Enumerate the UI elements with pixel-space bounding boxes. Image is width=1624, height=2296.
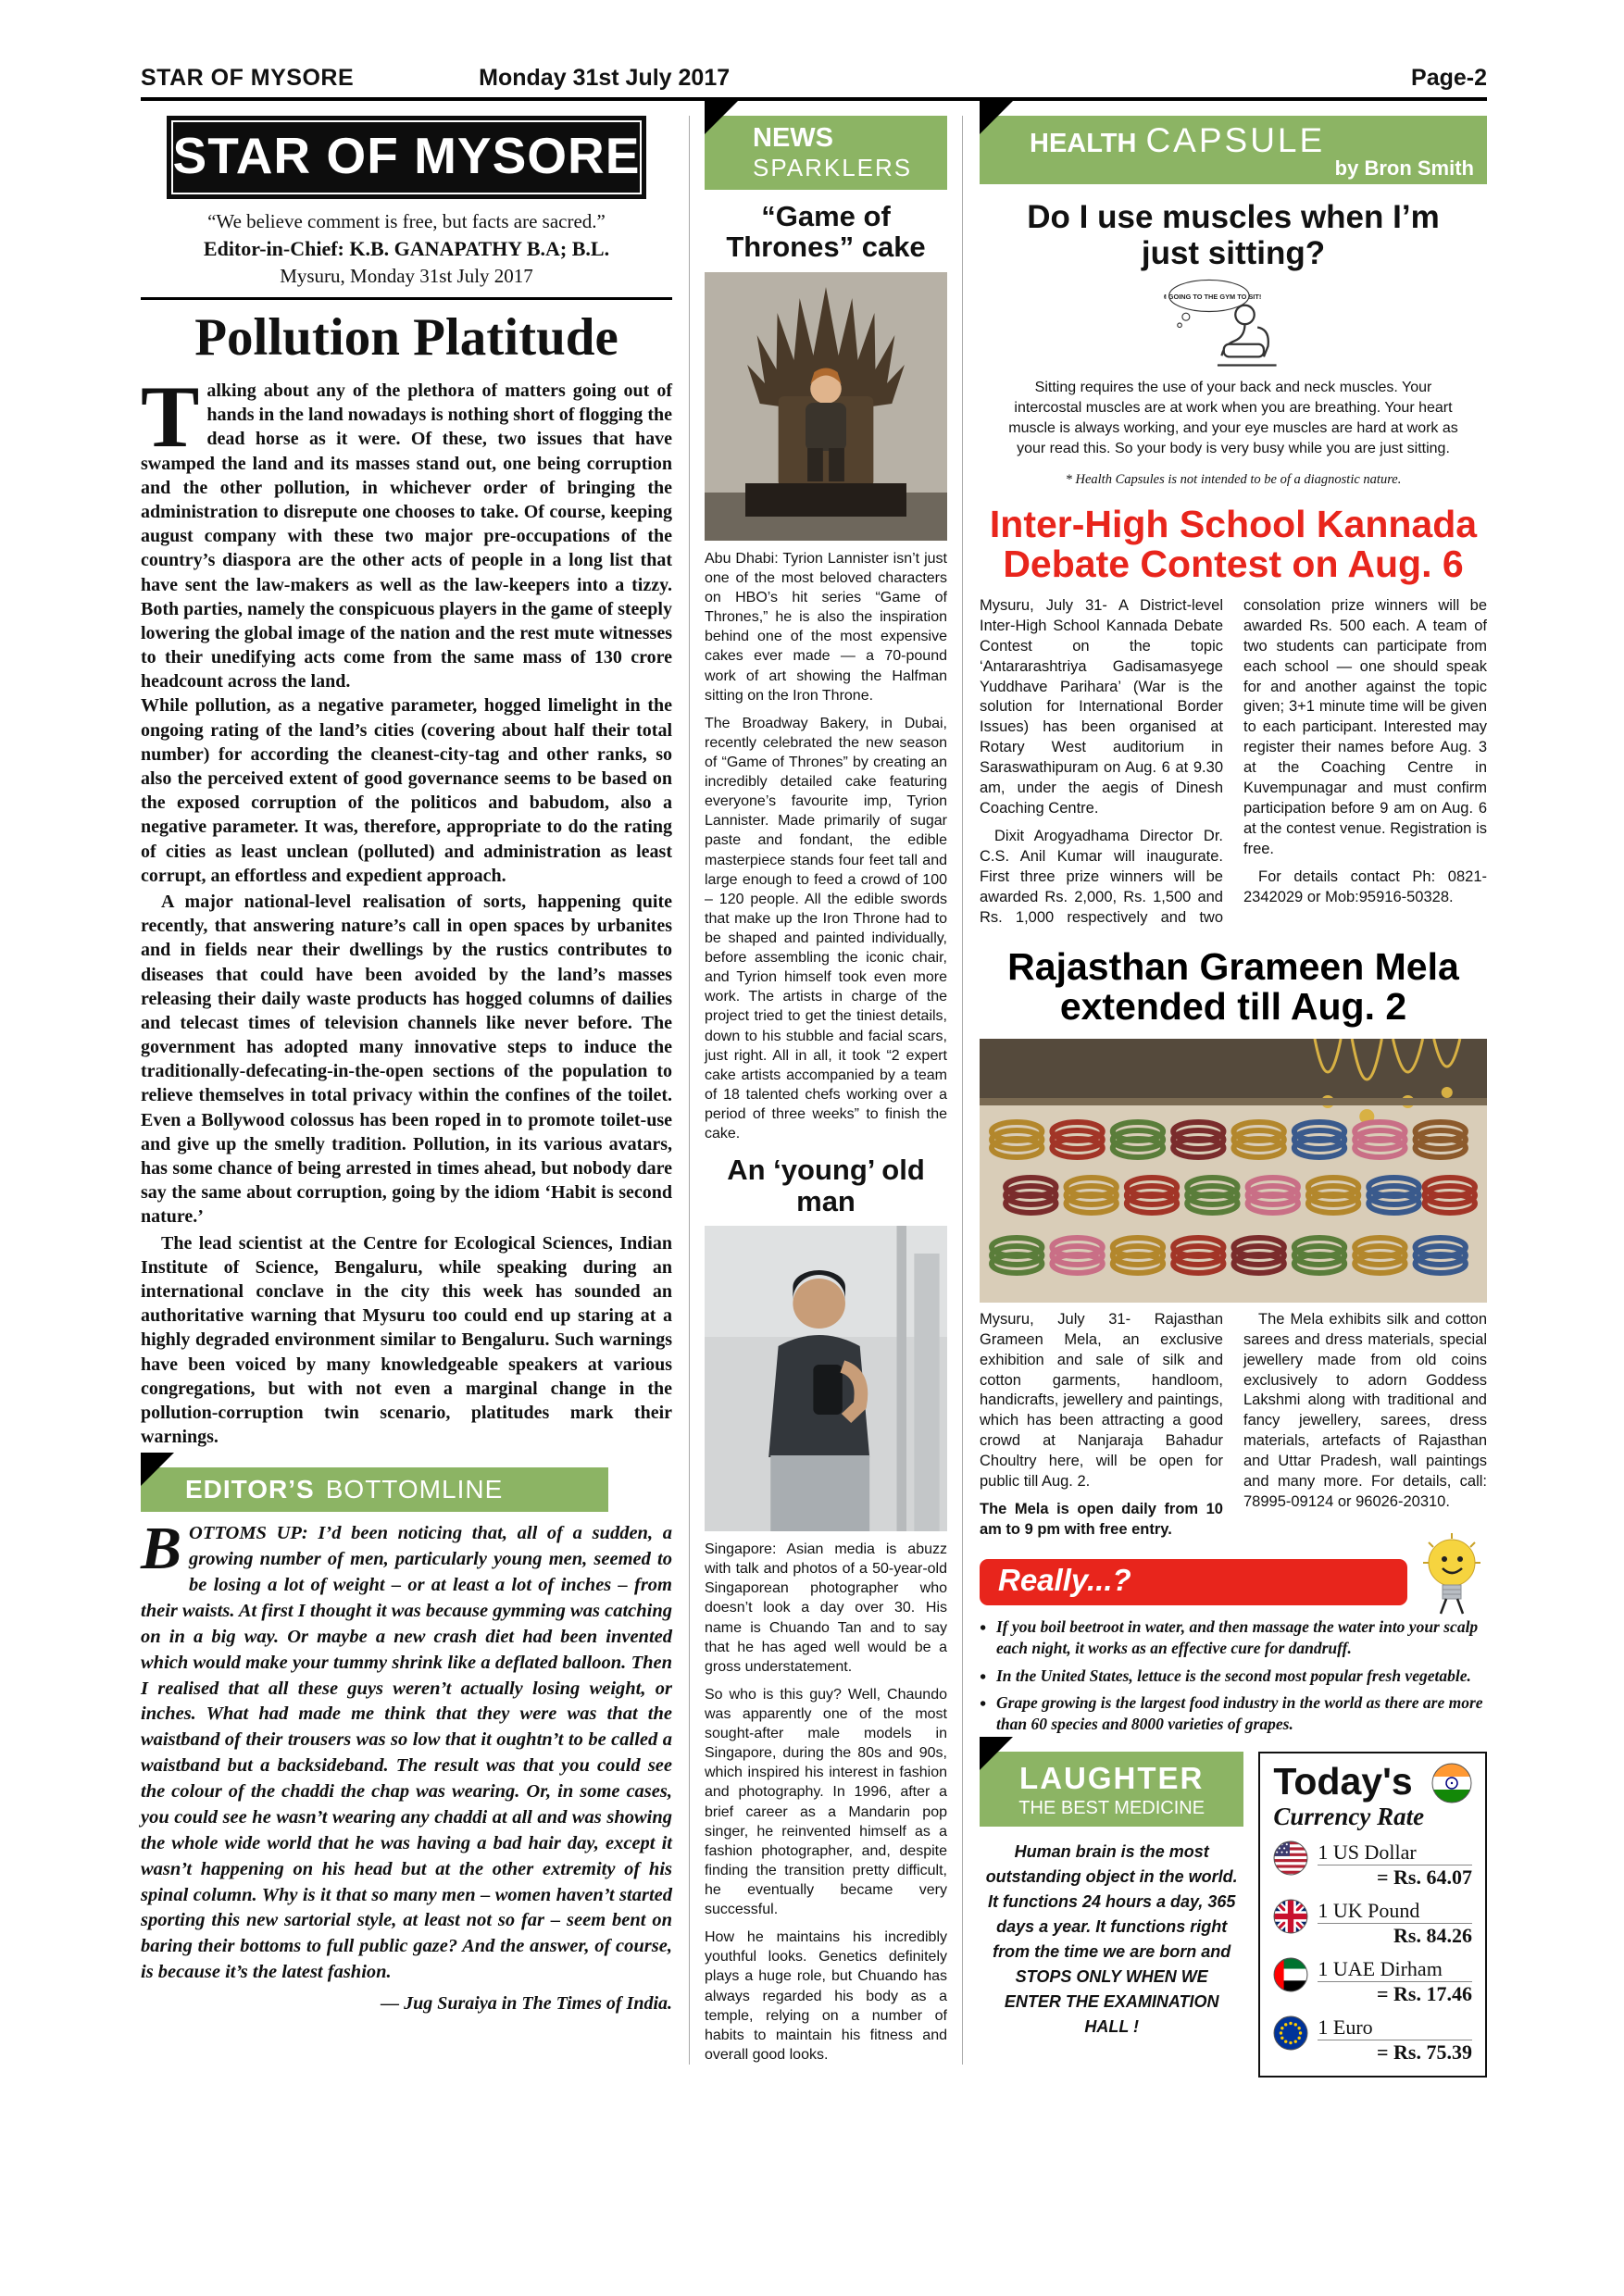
masthead-dateline: Mysuru, Monday 31st July 2017 [280,265,533,287]
article-paragraph: Mysuru, July 31- A District-level Inter-High School Kannada Debate Contest on the topic ‘Antararashtriya Gadisamasyege Yuddhave Parihara’ (War is the solution for International Border Issues) has been organised at Rotary West auditorium in Saraswathipuram on Aug. 6 at 9.30 am, under the aegis of Dinesh Coaching Centre. [980,596,1223,817]
health-answer: Sitting requires the use of your back and neck muscles. Your intercostal muscles are at work when you are breathing. Your heart muscle is always working, and your eye muscles are hard at work as your read this. So your body is very busy while you are just sitting. [1008,380,1458,456]
cake-article-body [705,549,947,1143]
bottomline-label-bold: EDITOR’S [185,1475,315,1504]
middle-column [689,116,963,2065]
article-paragraph: The Mela is open daily from 10 am to 9 pm with free entry. [980,1501,1223,1539]
laughter-section [980,1752,1258,2078]
bottomline-body [141,1515,672,1986]
bottomline-label-light: BOTTOMLINE [325,1475,504,1504]
bottomline-paragraph: BOTTOMS UP: I’d been noticing that, all of a sudden, a growing number of men, particularly young men, seemed to be losing a lot of weight – or at least a lot of inches – from their waists. At first I thought it was because gymming was catching on in a big way. Or maybe a new crash diet had been invented which would make your tummy shrink like a deflated balloon. Then I realised that all these guys weren’t actually losing weight, or inches. What had made me think that they were was that the waistband of their trousers was so low that it oughtn’t to be called a waistband but a backsideband. The result was that you could see the colour of the chaddi the chap was wearing. Or, in some cases, you could see he wasn’t wearing any chaddi at all and was showing the whole wide world that he was having a bad hair day, except it wasn’t happening on his head but at the other extremity of his spinal column. Why is it that so many men – women haven’t started sporting this new sartorial style, at least not so far – seem bent on baring their bottoms to full public gaze? And the answer, of course, is because it’s the latest fashion. [141,1515,672,1983]
editors-bottomline-header [141,1467,608,1512]
health-disclaimer: * Health Capsules is not intended to be of a diagnostic nature. [1065,471,1402,487]
article-paragraph: The Mela exhibits silk and cotton sarees and dress materials, special jewellery made from old coins exclusively to adorn Goddess Lakshmi along with traditional and fancy jewellery, sarees, dress materials, artefacts of Rajasthan and Uttar Pradesh, wall paintings and many more. For details, call: 78995-09124 or 96026-20310. [1243,1310,1487,1511]
drop-cap: B [141,1515,182,1583]
currency-value: = Rs. 64.07 [1318,1865,1472,1890]
really-section [980,1559,1487,1605]
article-paragraph: Mysuru, July 31- Rajasthan Grameen Mela, an exclusive exhibition and sale of silk and cotton garments, handloom, handicrafts, jewellery and paintings, which has been attracting a good crowd at Nanjaraja Bahadur Choultry here, will be open for public till Aug. 2. [980,1310,1223,1491]
currency-value: = Rs. 17.46 [1318,1981,1472,2006]
health-capsule-header [980,116,1487,184]
article-paragraph: The Broadway Bakery, in Dubai, recently celebrated the new season of “Game of Thrones” by creating an incredibly detailed cake featuring everyone’s favourite imp, Tyrion Lannister. Made primarily of sugar paste and fondant, the edible masterpiece stands four feet tall and large enough to feed a crowd of 100 – 120 people. All the edible swords that make up the Iron Throne had to be shaped and painted individually, before assembling the iconic chair, and Tyrion himself took even more work. The artists in charge of the project tried to get the tiniest details, down to his stubble and facial scars, just right. All in all, it took “2 expert cake artists accompanied by a team of 18 talented chefs working over a period of three weeks” to finish the cake. [705,715,947,1142]
capsule-label: CAPSULE [1145,121,1326,159]
eu-flag-icon [1273,2015,1308,2051]
masthead-logo: STAR OF MYSORE [167,116,646,199]
editorial-paragraph: A major national-level realisation of sorts, happening quite recently, that answering nature’s call in open spaces by urbanites and in fields near their dwellings by the rustics contributes to diseases that could have been avoided by the land’s masses releasing their daily waste products has hogged columns of dailies and telecast times of television channels like never before. The government has adopted many innovative steps to induce the traditionally-defecating-in-the-open sections of the population to relieve themselves in total privacy within the confines of the toilet. Even a Bollywood colossus has been roped in to promote toilet-use and give up the smelly tradition. Pollution, in its various avatars, has some chance of being arrested in times ahead, but nobody dare say the same about corruption, going by the idiom ‘Habit is second nature.’ [141,891,672,1228]
debate-article-body [980,596,1487,929]
editor-in-chief-line: Editor-in-Chief: K.B. GANAPATHY B.A; B.L. [203,237,610,260]
currency-subtitle: Currency Rate [1273,1802,1425,1830]
article-paragraph: Abu Dhabi: Tyrion Lannister isn’t just one of the most beloved characters on HBO’s hit series “Game of Thrones,” he is also the inspiration behind one of the most expensive cakes ever made — a 70-pound work of art showing the Halfman sitting on the Iron Throne. [705,550,947,704]
health-label: HEALTH [1030,129,1137,158]
laughter-joke: Human brain is the most outstanding object in the world. It functions 24 hours a day, 365 days a year. It functions right from the time we are born and STOPS ONLY WHEN WE ENTER THE EXAMINATION HALL ! [985,1841,1238,2036]
currency-value: Rs. 84.26 [1318,1923,1472,1948]
masthead-motto: “We believe comment is free, but facts are sacred.” [207,210,606,232]
sparklers-label: SPARKLERS [753,154,913,181]
running-head-newspaper: STAR OF MYSORE [141,65,355,91]
article-paragraph: Singapore: Asian media is abuzz with talk and photos of a 50-year-old Singaporean photographer who doesn’t look a day over 30. His name is Chuando Tan and to say that he has aged well would be a gross understatement. [705,1541,947,1675]
bottomline-byline: — Jug Suraiya in The Times of India. [381,1993,672,2014]
bulb-mascot-icon [1418,1531,1487,1619]
currency-row-gbp [1273,1899,1472,1948]
currency-label: 1 Euro [1318,2015,1373,2039]
news-sparklers-header [705,116,947,190]
article-paragraph: For details contact Ph: 0821-2342029 or Mob:95916-50328. [1243,867,1487,905]
sitting-cartoon [980,277,1487,374]
currency-value: = Rs. 75.39 [1318,2040,1472,2065]
health-question: Do I use muscles when I’m just sitting? [1027,199,1440,272]
old-man-article-body [705,1540,947,2065]
currency-rate-box [1258,1752,1487,2078]
currency-row-eur [1273,2015,1472,2065]
article-paragraph: So who is this guy? Well, Chaundo was apparently one of the most sought-after male models in Singapore, during the 80s and 90s, which inspired his interest in fashion and photography. In 1996, after a brief career as a Mandarin pop singer, he reinvented himself as a fashion photographer, and, despite finding the transition pretty difficult, he eventually became very successful. [705,1686,947,1918]
news-label: NEWS [753,123,833,153]
really-fact: • Grape growing is the largest food industry in the world as there are more than 60 species and 8000 varieties of grapes. [980,1692,1487,1735]
page-number: Page-2 [1411,65,1487,91]
really-fact: • In the United States, lettuce is the second most popular fresh vegetable. [980,1666,1487,1687]
editorial-paragraph: The lead scientist at the Centre for Ecological Sciences, Indian Institute of Science, Bengaluru, while speaking during an international conclave in the city this week has sounded an authoritative warning that Mysuru too could end up staring at a highly degraded environment similar to Bengaluru. Such warnings have been voiced by many knowledgeable speakers at various congregations, but with not even a marginal change in the pollution-corruption twin scenario, platitudes mark their warnings. [141,1232,672,1448]
drop-cap: T [141,368,200,466]
article-paragraph: Dixit Arogyadhama Director Dr. C.S. Anil Kumar will inaugurate. First three prize winners will be awarded Rs. 2,000, Rs. 1,500 and Rs. 1,000 respectively and two consolation prize winners will be awarded Rs. 500 each. A team of two students can participate from each school — one should speak for and another against the topic given; 3+1 minute time will be given to each participant. Interested may register their names before Aug. 3 at the Coaching Centre in Kuvempunagar and must confirm participation before 9 am on Aug. 6 at the contest venue. Registration is free. [980,596,1487,926]
right-column [963,116,1487,2078]
running-head [141,65,1487,92]
us-flag-icon [1273,1841,1308,1876]
debate-headline: Inter-High School Kannada Debate Contest on Aug. 6 [989,502,1478,586]
cake-photo [705,272,947,541]
header-rule [141,97,1487,101]
really-title: Really...? [980,1559,1407,1605]
left-column [141,116,689,2015]
mela-article-body [980,1310,1487,1541]
masthead-rule [141,297,672,300]
health-byline: by Bron Smith [1334,156,1474,180]
running-head-date: Monday 31st July 2017 [479,65,731,91]
currency-row-usd [1273,1841,1472,1890]
editorial-first-paragraph: Talking about any of the plethora of matters going out of hands in the land nowadays is nothing short of flogging the dead horse as it were. Of these, two issues that have swamped the land and its masses stand out, one being corruption and the other pollution, in whichever order of bringing the administration to disrepute one chooses to take. Of course, keeping august company with these two major pre-occupations of the country’s diaspora are the other acts of people in a long list that have sent the law-makers as well as the law-keepers into a tizzy. Both parties, namely the conspicuous players in the game of steeply lowering the global image of the nation and the rest mute witnesses to their unedifying acts come from the same mass of 130 crore headcount across the land. [141,368,672,693]
currency-title: Today's [1273,1759,1413,1803]
cake-article-headline: “Game of Thrones” cake [726,200,926,264]
article-paragraph: How he maintains his incredibly youthful looks. Genetics definitely plays a huge role, but Chuando has always regarded his body as a temple, relying on a number of habits to maintain his fitness and overall good looks. [705,1929,947,2063]
best-medicine-label: THE BEST MEDICINE [1018,1797,1206,1818]
uae-flag-icon [1273,1957,1308,1992]
currency-row-aed [1273,1957,1472,2006]
old-man-article-headline: An ‘young’ old man [727,1154,925,1217]
really-fact: • If you boil beetroot in water, and then massage the water into your scalp each night, it works as an effective cure for dandruff. [980,1616,1487,1659]
bangles-photo [980,1039,1487,1303]
editorial-title: Pollution Platitude [194,308,618,367]
selfie-photo [705,1226,947,1531]
editorial-body [141,368,672,1449]
editorial-paragraph: While pollution, as a negative parameter, hogged limelight in the ongoing rating of the land’s cities (covering about half their total number) for according the cleanest-city-tag and other ranks, so also the perceived extent of good governance seems to be based on the exposed corruption of the politicos and babudom, also a negative parameter. It was, therefore, appropriate to do the rating of cities as least unclean (polluted) and administration as least corrupt, an effortless and expedient approach. [141,695,672,886]
mela-headline: Rajasthan Grameen Mela extended till Aug. 2 [1007,944,1459,1029]
india-flag-icon [1431,1763,1472,1803]
laughter-header [980,1752,1243,1827]
currency-label: 1 UK Pound [1318,1898,1420,1922]
svg-text:I’M GOING TO THE GYM TO SIT!: I’M GOING TO THE GYM TO SIT! [1164,293,1262,302]
currency-label: 1 US Dollar [1318,1840,1417,1864]
uk-flag-icon [1273,1899,1308,1934]
laughter-label: LAUGHTER [1019,1760,1205,1795]
currency-label: 1 UAE Dirham [1318,1956,1443,1980]
really-facts [980,1616,1487,1735]
